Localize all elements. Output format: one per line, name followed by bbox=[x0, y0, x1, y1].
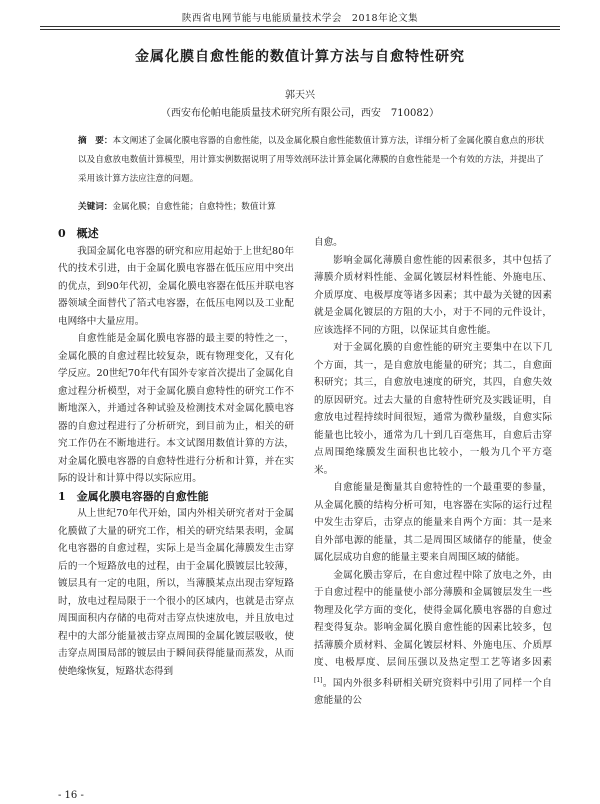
abstract bbox=[78, 132, 544, 189]
keywords-text: 金属化膜；自愈性能；自愈特性；数值计算 bbox=[112, 202, 276, 212]
paragraph: 自愈性能是金属化膜电容器的最主要的特性之一，金属化膜的自愈过程比较复杂，既有物理变化，又有化学反应。20世纪70年代有国外专家首次提出了金属化自愈过程分析模型，对于金属化膜自愈特性的研究工作不断地深入，并通过各种试验及检测技术对金属化膜电容器的自愈过程进行了分析研究，到目前为止，相关的研究工作仍在不断地进行。本文试图用数值计算的方法，对金属化膜电容器的自愈特性进行分析和计算，并在实际的设计和计算中得以实际应用。 bbox=[58, 333, 294, 484]
keywords bbox=[78, 200, 544, 214]
paragraph: 自愈能量是衡量其自愈特性的一个最重要的参量，从金属化膜的结构分析可知，电容器在实际的运行过程中发生击穿后，击穿点的能量来自两个方面：其一是来自外部电源的能量，其二是周围区域储存的能量，使金属化层成功自愈的能量主要来自周围区域的储能。 bbox=[314, 482, 552, 563]
paragraph: 从上世纪70年代开始，国内外相关研究者对于金属化膜做了大量的研究工作，相关的研究结果表明，金属化电容器的自愈过程，实际上是当金属化薄膜发生击穿后的一个短路放电的过程，由于金属化膜镀层比较薄，镀层具有一定的电阻，所以，当薄膜某点出现击穿短路时，放电过程局限于一个很小的区域内，也就是击穿点周围面积内存储的电荷对击穿点快速放电，并且放电过程中的大部分能量被击穿点周围的金属化镀层吸收，使击穿点周围局部的镀层由于瞬间获得能量而蒸发，从而使绝缘恢复，短路状态得到 bbox=[58, 508, 294, 677]
citation: [1] bbox=[314, 676, 323, 684]
affiliation: （西安布伦帕电能质量技术研究所有限公司，西安 710082） bbox=[160, 108, 440, 119]
author: 郭天兴 bbox=[285, 90, 315, 101]
section-0-heading: 0 概述 bbox=[58, 227, 99, 240]
left-column bbox=[58, 225, 294, 680]
header-rule-top bbox=[40, 26, 560, 27]
right-column bbox=[314, 234, 552, 710]
paper-title: 金属化膜自愈性能的数值计算方法与自愈特性研究 bbox=[135, 49, 465, 65]
running-header: 陕西省电网节能与电能质量技术学会 2018年论文集 bbox=[181, 13, 419, 24]
abstract-label: 摘 要： bbox=[78, 136, 113, 146]
paragraph-text: 。国内外很多科研相关研究资料中引用了同样一个自愈能量的公 bbox=[314, 677, 552, 707]
header-rule-bottom bbox=[40, 29, 560, 30]
paragraph: 我国金属化电容器的研究和应用起始于上世纪80年代的技术引进，由于金属化膜电容器在低压应用中突出的优点，到90年代初，金属化膜电容器在低压并联电容器领域全面替代了箔式电容器，在低压电网以及工业配电网络中大量应用。 bbox=[58, 245, 294, 327]
paragraph: 影响金属化薄膜自愈性能的因素很多，其中包括了薄膜介质材料性能、金属化镀层材料性能、外施电压、介质厚度、电极厚度等诸多因素；其中最为关键的因素就是金属化镀层的方阻的大小，对于不同的元件设计，应该选择不同的方阻，以保证其自愈性能。 bbox=[314, 254, 552, 336]
paragraph bbox=[314, 567, 552, 710]
abstract-text: 本文阐述了金属化膜电容器的自愈性能，以及金属化膜自愈性能数值计算方法，详细分析了金属化膜自愈点的形状以及自愈放电数值计算模型，用计算实例数据说明了用等效剖环法计算金属化薄膜的自愈性能是一个有效的方法，并提出了采用该计算方法应注意的问题。 bbox=[78, 136, 544, 184]
paragraph-text: 金属化膜击穿后，在自愈过程中除了放电之外，由于自愈过程中的能量使小部分薄膜和金属镀层发生一些物理及化学方面的变化，使得金属化膜电容器的自愈过程变得复杂。影响金属化膜自愈性能的因素比较多，包括薄膜介质材料、金属化镀层材料、外施电压、介质厚度、电极厚度、层间压强以及热定型工艺等诸多因素 bbox=[314, 569, 552, 668]
paragraph: 自愈。 bbox=[314, 237, 343, 248]
page-number: - 16 - bbox=[58, 790, 84, 801]
paragraph: 对于金属化膜的自愈性能的研究主要集中在以下几个方面，其一，是自愈放电能量的研究；其二，自愈面积研究；其三，自愈放电速度的研究，其四，自愈失效的原因研究。过去大量的自愈特性研究及实践证明，自愈放电过程持续时间很短，通常为微秒量级，自愈实际能量也比较小，通常为几十到几百毫焦耳，自愈后击穿点周围绝缘膜发生面积也比较小，一般为几个平方毫米。 bbox=[314, 342, 552, 476]
section-1-heading: 1 金属化膜电容器的自愈性能 bbox=[58, 489, 209, 503]
keywords-label: 关键词： bbox=[78, 202, 113, 212]
